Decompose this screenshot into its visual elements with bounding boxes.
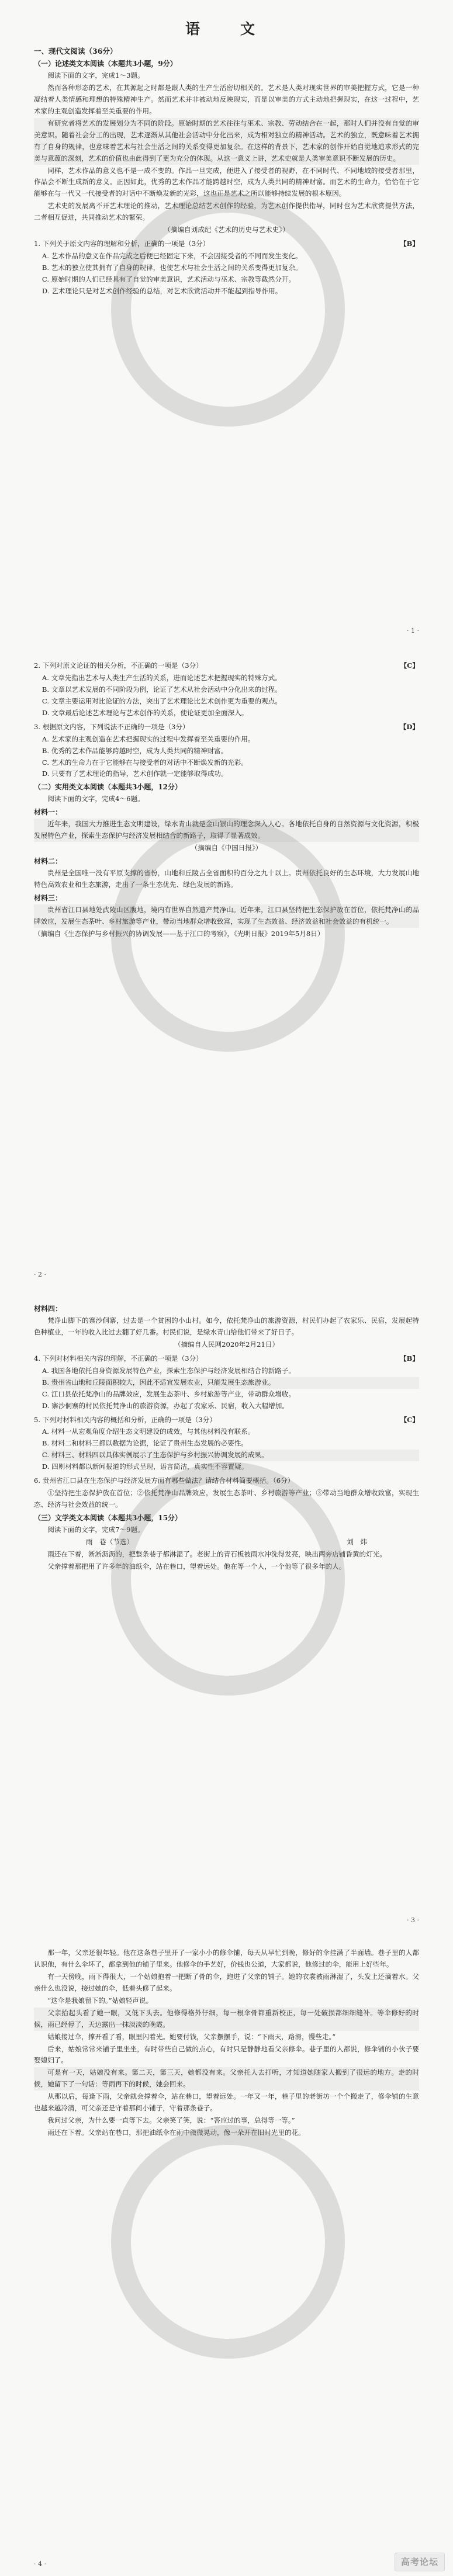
paragraph: 我问过父亲，为什么要一直等下去。父亲笑了笑，说：“答应过的事，总得等一等。” [47, 2116, 295, 2125]
paragraph: 同样，艺术作品的意义也不是一成不变的。作品一旦完成，便进入了接受者的视野，在不同时代、不同地域的接受者那里，作品会不断生成新的意义。正因如此，优秀的艺术作品才能跨越时空，成为人类共同的精神财富。而艺术的生命力，恰恰在于它能够在与一代又一代接受者的对话中不断焕发新的光彩，这也正是艺术之所以能够持续发展的根本原因。 [34, 166, 419, 198]
paragraph: 姑娘接过伞，撑开看了看，眼里闪着光。她要付钱，父亲摆摆手，说：“下雨天，路滑，慢些走。” [47, 2032, 336, 2041]
paragraph: 那一年，父亲还很年轻。他在这条巷子里开了一家小小的修伞铺，每天从早忙到晚，修好的伞挂满了半面墙。巷子里的人都认识他，有什么伞坏了，都拿到他的铺子里来。他修伞的手艺好，价钱也公道，大家都说，他修过的伞，能用上好些年。 [34, 1949, 419, 1968]
option: A. 艺术作品的意义在作品完成之后便已经固定下来，不会因接受者的不同而发生变化。 [42, 252, 302, 261]
option: D. 文章最后论述艺术理论与艺术创作的关系，使论证更加全面深入。 [42, 708, 248, 717]
paragraph: 父亲抬起头看了她一眼，又低下头去。他修得格外仔细，每一根伞骨都重新校正，每一处破损都细细缝补。等伞修好的时候，雨已经停了，天边露出一抹淡淡的晚霞。 [34, 2008, 419, 2031]
option: A. 艺术家的主观创造在艺术把握现实的过程中发挥着至关重要的作用。 [42, 734, 255, 743]
option: D. 寨沙侗寨的村民依托梵净山的旅游资源，办起了农家乐、民宿，收入大幅增加。 [42, 1401, 289, 1410]
page-3 [0, 1287, 453, 1932]
answer-mark: 【C】 [400, 1415, 419, 1424]
source-citation: （摘编自《中国日报》） [191, 844, 262, 852]
question-stem: 6. 贵州省江口县在生态保护与经济发展方面有哪些做法？请结合材料简要概括。（6分） [34, 1476, 295, 1485]
option: B. 材料二和材料三都以数据为论据，论证了贵州生态发展的必要性。 [42, 1439, 248, 1448]
paragraph: 雨还在下着。父亲站在巷口，那把油纸伞在雨中微微晃动，像一朵开在旧时光里的花。 [47, 2128, 305, 2137]
material-title: 材料四： [34, 1305, 63, 1313]
answer-mark: 【C】 [400, 661, 419, 670]
option: B. 优秀的艺术作品能够跨越时空，成为人类共同的精神财富。 [42, 746, 228, 755]
source-citation: （摘编自人民网2020年2月21日） [174, 1340, 279, 1348]
page-number: · 4 · [34, 2560, 46, 2568]
source-citation: （摘编自刘成纪《艺术的历史与艺术史》） [164, 226, 289, 234]
option: B. 贵州省山地和丘陵面积较大，因此不适宜发展农业，只能发展生态旅游业。 [42, 1377, 419, 1389]
instruction: 阅读下面的文字，完成1～3题。 [47, 71, 144, 79]
document-title: 语 文 [185, 20, 268, 37]
paragraph: 梵净山脚下的寨沙侗寨，过去是一个贫困的小山村。如今，依托梵净山的旅游资源，村民们办起了农家乐、民宿，发展起特色种植业，一年的收入比过去翻了好几番。村民们说，是绿水青山给他们带来了好日子。 [34, 1316, 419, 1336]
material-title: 材料一： [34, 808, 63, 817]
question-stem: 4. 下列对材料相关内容的理解，不正确的一项是（3分） [34, 1354, 203, 1362]
question-2 [34, 660, 419, 672]
page-number: · 1 · [407, 627, 419, 635]
answer-mark: 【B】 [400, 1354, 419, 1362]
answer-text: ①坚持把生态保护放在首位；②依托梵净山品牌效应，发展生态茶叶、乡村旅游等产业；③带动当地群众增收致富，实现生态、经济与社会效益的统一。 [34, 1489, 419, 1509]
question-5 [34, 1414, 419, 1426]
section-heading: 一、现代文阅读（36分） [34, 47, 117, 56]
story-title: 雨 巷（节选） 刘 炜 [85, 1537, 368, 1546]
paragraph: 有一天傍晚，雨下得很大，一个姑娘抱着一把断了骨的伞，跑进了父亲的铺子。她的衣裳被雨淋湿了，头发上还滴着水。父亲什么也没说，接过她的伞，低着头修了起来。 [34, 1972, 419, 1992]
question-4 [34, 1353, 419, 1365]
option: C. 原始时期的人们已经具有了自觉的审美意识，艺术活动与巫术、宗教等截然分开。 [42, 275, 296, 283]
instruction: 阅读下面的文字，完成7～9题。 [47, 1526, 144, 1534]
option: A. 我国各地依托自身资源发展特色产业，探索生态保护与经济发展相结合的新路子。 [42, 1366, 296, 1375]
paragraph: 贵州是全国唯一没有平原支撑的省份，山地和丘陵占全省面积的百分之九十以上。贵州依托良好的生态环境，大力发展山地特色高效农业和生态旅游，走出了一条生态优先、绿色发展的新路。 [34, 869, 419, 889]
question-1 [34, 238, 419, 250]
answer-mark: 【B】 [400, 240, 419, 248]
option: C. 材料三、材料四以具体实例展示了生态保护与乡村振兴协调发展的成果。 [42, 1450, 419, 1461]
paragraph: 贵州省江口县地处武陵山区腹地，境内有世界自然遗产梵净山。近年来，江口县坚持把生态保护放在首位，依托梵净山的品牌效应，发展生态茶叶、乡村旅游等产业，带动当地群众增收致富，实现了生态效益、经济效益和社会效益的有机统一。 [34, 904, 419, 928]
option: B. 艺术的独立使其拥有了自身的规律，也使艺术与社会生活之间的关系变得更加复杂。 [42, 264, 302, 272]
subsection-heading: （三）文学类文本阅读（本题共3小题，15分） [34, 1514, 182, 1522]
option: A. 材料一从宏观角度介绍生态文明建设的成效，与其他材料没有联系。 [42, 1427, 255, 1436]
page-4 [0, 1932, 453, 2576]
subsection-heading: （二）实用类文本阅读（本题共3小题，12分） [34, 783, 182, 792]
option: D. 只要有了艺术理论的指导，艺术创作就一定能够取得成功。 [42, 769, 228, 778]
option: D. 艺术理论只是对艺术创作经验的总结，对艺术欣赏活动并不能起到指导作用。 [42, 286, 282, 295]
question-stem: 5. 下列对材料相关内容的概括和分析，正确的一项是（3分） [34, 1415, 216, 1424]
material-title: 材料三： [34, 894, 63, 902]
paragraph: 然而各种形态的艺术，在其源起之时都是跟人类的生产生活密切相关的。艺术是人类对现实世界的审美把握方式，它是一种凝结着人类情感和理想的特殊精神生产。然而艺术并非被动地反映现实，而是以审美的方式主动地把握现实，在这一过程中，艺术家的主观创造发挥着至关重要的作用。 [34, 83, 419, 115]
option: C. 艺术的生命力在于它能够在与接受者的对话中不断焕发新的光彩。 [42, 758, 248, 767]
question-stem: 3. 根据原文内容，下列说法不正确的一项是（3分） [34, 722, 189, 731]
site-logo: 高考论坛 [395, 2553, 445, 2571]
subsection-heading: （一）论述类文本阅读（本题共3小题，9分） [34, 60, 177, 68]
page-1 [0, 0, 453, 643]
option: C. 文章主要运用对比论证的方法，突出了艺术理论比艺术创作更为重要的观点。 [42, 696, 282, 705]
question-stem: 1. 下列关于原文内容的理解和分析，正确的一项是（3分） [34, 240, 210, 248]
option: B. 文章以艺术发展的不同阶段为例，论证了艺术从社会活动中分化出来的过程。 [42, 685, 282, 694]
paragraph: 父亲撑着那把用了许多年的油纸伞，站在巷口，望着远处。他在等一个人，一个他等了很多年的人。 [47, 1562, 346, 1570]
paragraph: 可是有一天，姑娘没有来。第二天，第三天，她都没有来。父亲托人去打听，才知道她随家人搬到了很远的地方。走的时候，她留下了一句话：等雨再下的时候，她会回来。 [34, 2067, 419, 2090]
material-title: 材料二： [34, 857, 63, 866]
paragraph: 后来，姑娘常常来铺子里坐坐，有时带些自己做的点心，有时只是静静地看父亲修伞。巷子里的人都说，修伞铺的小伙子要娶媳妇了。 [34, 2044, 419, 2065]
answer-mark: 【D】 [399, 722, 419, 731]
page-2 [0, 643, 453, 1287]
source-citation: （摘编自《生态保护与乡村振兴的协调发展——基于江口的考察》，《光明日报》2019年5月8日） [34, 929, 324, 938]
paragraph: 近年来，我国大力推进生态文明建设，绿水青山就是金山银山的理念深入人心。各地依托自身的自然资源与文化资源，积极发展特色产业，探索生态保护与经济发展相结合的新路子，取得了显著成效。 [34, 819, 419, 842]
paragraph: 从那以后，每逢下雨，父亲就会撑着伞，站在巷口，望着远处。一年又一年，巷子里的老街坊一个个搬走了，修伞铺的生意也越来越冷清，可父亲还是守着那间小铺子，守着那条巷子。 [34, 2092, 419, 2113]
question-6 [34, 1475, 419, 1487]
paragraph: 有研究者将艺术的发展划分为不同的阶段。原始时期的艺术往往与巫术、宗教、劳动结合在一起，那时人们并没有自觉的审美意识。随着社会分工的出现，艺术逐渐从其他社会活动中分化出来，成为相对独立的精神活动。艺术的独立，既意味着艺术拥有了自身的规律，也意味着艺术与社会生活之间的关系变得更加复杂。在这样的背景下，艺术家的创作开始自觉地追求形式的完美与意蕴的深刻，艺术的价值也由此得到了更为充分的体现。从这一意义上讲，艺术史就是人类审美意识不断发展的历史。 [34, 118, 419, 165]
option: A. 文章先指出艺术与人类生产生活的关系，进而论述艺术把握现实的特殊方式。 [42, 673, 282, 682]
instruction: 阅读下面的文字，完成4～6题。 [47, 795, 144, 803]
option: C. 江口县依托梵净山的品牌效应，发展生态茶叶、乡村旅游等产业，带动群众增收。 [42, 1389, 296, 1398]
paragraph: 艺术史的发展离不开艺术理论的推动，艺术理论总结艺术创作的经验，为艺术创作提供指导，同时也为艺术欣赏提供方法，二者相互促进，共同推动艺术的繁荣。 [34, 202, 419, 222]
watermark-seal [111, 2125, 345, 2359]
paragraph: 雨还在下着，淅淅沥沥的，把整条巷子都淋湿了。老街上的青石板被雨水冲洗得发亮，映出两旁店铺昏黄的灯光。 [47, 1549, 386, 1558]
page-number: · 3 · [407, 1916, 419, 1924]
page-number: · 2 · [34, 1271, 46, 1278]
question-stem: 2. 下列对原文论证的相关分析，不正确的一项是（3分） [34, 661, 203, 670]
paragraph: “这伞是我娘留下的。”姑娘轻声说。 [47, 1996, 153, 2005]
question-3 [34, 722, 419, 733]
option: D. 四则材料都以新闻报道的形式呈现，语言简洁，真实性不容置疑。 [42, 1462, 248, 1471]
